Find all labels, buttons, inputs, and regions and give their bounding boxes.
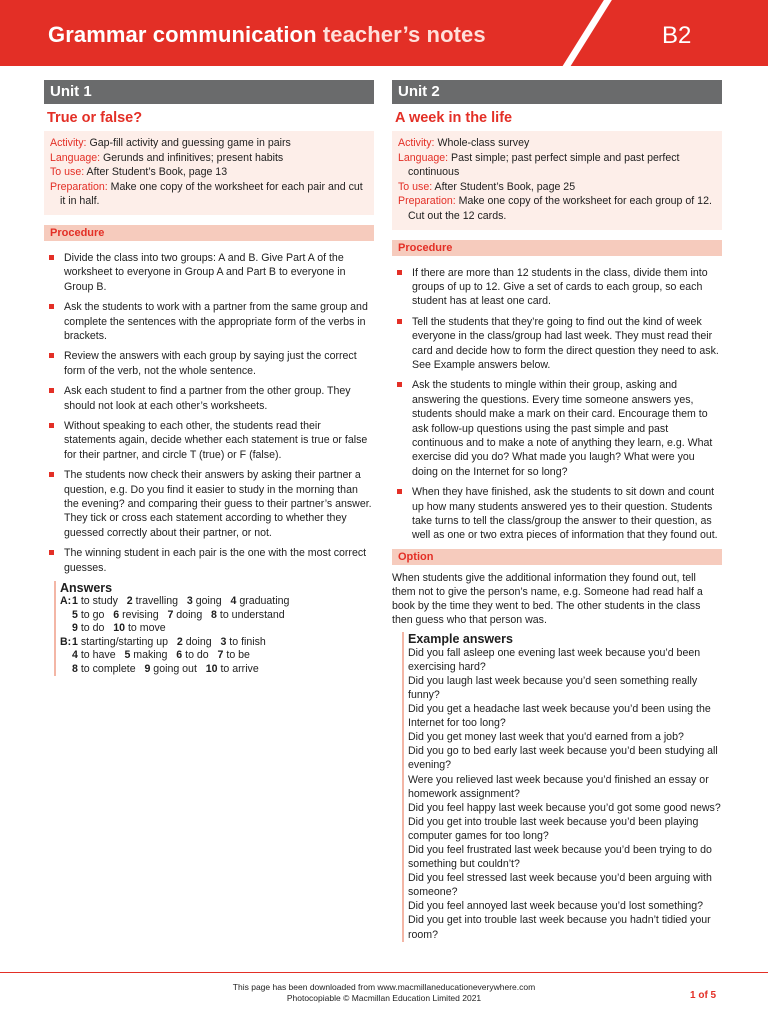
info-value: Make one copy of the worksheet for each group of 12. Cut out the 12 cards.	[408, 195, 712, 222]
answer-text: graduating	[236, 595, 299, 608]
answer-number: 4	[72, 649, 78, 662]
answer-number: 9	[144, 662, 151, 675]
bullet-square-icon	[397, 382, 402, 387]
example-answer: Did you feel frustrated last week because you’d been trying to do something but couldn’t?	[408, 844, 712, 871]
info-key: Language:	[398, 151, 449, 164]
info-key: To use:	[398, 180, 433, 193]
answer-text: to have	[77, 649, 125, 662]
page-number: 1 of 5	[690, 990, 717, 1001]
bullet-text: Ask the students to mingle within their group, asking and answering the questions. Every time someone answers yes, students should make a mark on their card. Encourage them to ask follow-up questions using the past simple and past continuous and to make a note of anything they learn, e.g. What exercise did you do? What made you laugh? What were you doing on the Internet for so long?	[412, 379, 713, 478]
info-value: After Student’s Book, page 13	[86, 166, 228, 179]
answer-text: to go	[77, 608, 114, 621]
example-answer: Did you get money last week that you'd earned from a job?	[408, 731, 684, 744]
unit2-info-language	[398, 151, 716, 180]
bullet-text: When they have finished, ask the students to sit down and count up how many students answered yes to their question. Students take turns to tell the class/group the answer to their question, as well as one or two extra pieces of information that they found out.	[412, 486, 718, 542]
page-header	[0, 0, 768, 78]
answer-text: making	[130, 649, 177, 662]
answers-body	[60, 595, 374, 676]
bullet-square-icon	[49, 472, 54, 477]
footer-download-note: This page has been downloaded from www.macmillaneducationeverywhere.com	[232, 982, 536, 992]
bullet-square-icon	[49, 255, 54, 260]
answer-text: to study	[77, 595, 127, 608]
answer-number: 6	[113, 608, 120, 621]
answer-number: 3	[220, 635, 227, 648]
answer-line	[60, 622, 374, 636]
answer-set-label: B:	[60, 635, 72, 648]
unit1-answers	[54, 581, 374, 676]
answer-number: 8	[211, 608, 217, 621]
example-answer: Did you feel stressed last week because you’d been arguing with someone?	[408, 872, 712, 899]
bullet-text: Tell the students that they’re going to find out the kind of week everyone in the class/group had last week. They must read their card and decide how to form the direct question they need to ask. See Example answers below.	[412, 315, 719, 371]
answer-number: 10	[113, 622, 126, 635]
info-key: Activity:	[398, 137, 435, 149]
answer-text: to do	[182, 649, 218, 662]
answer-number: 5	[124, 649, 131, 662]
answer-text: to be	[223, 649, 259, 662]
answer-line	[60, 595, 374, 609]
example-answer: Did you fall asleep one evening last week because you’d been exercising hard?	[408, 646, 701, 673]
page-title-main: Grammar communication	[48, 22, 323, 47]
unit2-info-box	[392, 131, 722, 230]
list-item	[392, 378, 722, 479]
list-item	[44, 419, 374, 462]
example-answer: Did you go to bed early last week because you’d been studying all evening?	[408, 745, 718, 772]
info-key: Activity:	[50, 137, 87, 149]
answer-text: doing	[182, 635, 221, 648]
example-answer: Did you feel happy last week because you’d got some good news?	[408, 801, 721, 814]
answer-number: 8	[72, 662, 78, 675]
answer-text: to finish	[226, 635, 275, 648]
info-value: Past simple; past perfect simple and past perfect continuous	[408, 151, 680, 179]
bullet-square-icon	[397, 489, 402, 494]
bullet-text: Ask the students to work with a partner from the same group and complete the sentences with the appropriate form of the verbs in brackets.	[64, 301, 368, 342]
answer-number: 4	[230, 595, 237, 608]
bullet-square-icon	[49, 423, 54, 428]
answer-number: 2	[176, 635, 183, 648]
info-value: Gerunds and infinitives; present habits	[103, 151, 284, 164]
list-item	[44, 349, 374, 378]
unit2-label: Unit 2	[392, 80, 722, 104]
answer-number: 5	[72, 608, 78, 621]
bullet-square-icon	[49, 550, 54, 555]
page-title	[48, 22, 486, 48]
footer-copyright: Photocopiable © Macmillan Education Limited 2021	[286, 993, 482, 1003]
list-item	[44, 546, 374, 575]
footer	[0, 982, 768, 1004]
bullet-text: Ask each student to find a partner from the other group. They should not look at each other’s worksheets.	[64, 385, 351, 412]
answer-set-label: A:	[60, 595, 72, 608]
answer-text: going out	[150, 662, 206, 675]
example-answer: Did you get a headache last week because you’d been using the Internet for too long?	[408, 703, 711, 730]
unit2-procedure-list	[392, 266, 722, 543]
answer-number: 7	[217, 649, 224, 662]
unit1-label: Unit 1	[44, 80, 374, 104]
answer-number: 7	[167, 608, 174, 621]
answer-line	[60, 609, 374, 623]
answer-number: 1	[72, 595, 78, 608]
unit1-column	[44, 80, 374, 676]
example-answer: Did you get into trouble last week because you hadn’t tidied your room?	[408, 914, 711, 941]
list-item	[44, 468, 374, 540]
answer-line	[60, 636, 374, 650]
unit2-title: A week in the life	[395, 110, 513, 126]
example-answer: Did you laugh last week because you’d seen something really funny?	[408, 674, 698, 701]
info-value: Whole-class survey	[437, 137, 530, 149]
answer-number: 6	[176, 649, 183, 662]
bullet-text: If there are more than 12 students in the class, divide them into groups of up to 12. Give a set of cards to each group, so each student has at least one card.	[412, 266, 708, 308]
answer-text: to move	[125, 622, 175, 635]
unit2-option-text: When students give the additional information they found out, tell them not to give the person’s name, e.g. Someone had read half a book by the time they went to bed. The other students in the class then guess who that person was.	[392, 571, 703, 627]
unit2-info-preparation	[398, 194, 716, 223]
unit1-info-language	[50, 151, 368, 166]
list-item	[392, 315, 722, 373]
answer-text: to arrive	[217, 662, 268, 675]
info-key: Language:	[50, 151, 101, 164]
list-item	[44, 384, 374, 413]
unit1-info-preparation	[50, 180, 368, 209]
info-value: Gap-fill activity and guessing game in pairs	[89, 137, 291, 149]
unit1-title: True or false?	[47, 110, 143, 126]
unit1-info-touse	[50, 165, 368, 180]
unit2-info-activity	[398, 136, 716, 151]
answer-text: to understand	[216, 608, 294, 621]
unit2-example-answers	[402, 632, 722, 942]
answer-text: travelling	[132, 595, 187, 608]
info-key: To use:	[50, 166, 85, 179]
answer-line	[60, 649, 374, 663]
bullet-text: Without speaking to each other, the students read their statements again, decide whether each statement is true or false for their partner, and circle T (true) or F (false).	[64, 420, 368, 461]
level-badge: B2	[662, 22, 692, 49]
bullet-text: The winning student in each pair is the one with the most correct guesses.	[64, 547, 367, 574]
answer-number: 3	[186, 595, 193, 608]
answer-line	[60, 663, 374, 677]
answer-number: 2	[126, 595, 133, 608]
unit2-procedure-heading: Procedure	[392, 240, 722, 256]
bullet-text: The students now check their answers by asking their partner a question, e.g. Do you find it easier to study in the morning than the evening? and comparing their guess to their partner’s answer. They tick or cross each statement according to whether they guessed correctly about their partner, or not.	[64, 469, 372, 539]
unit2-column	[392, 80, 722, 942]
unit2-option-heading: Option	[392, 549, 722, 565]
bullet-square-icon	[49, 388, 54, 393]
unit1-info-activity	[50, 136, 368, 151]
unit2-info-touse	[398, 180, 716, 195]
list-item	[392, 266, 722, 309]
info-value: Make one copy of the worksheet for each pair and cut it in half.	[60, 180, 363, 208]
example-answer: Were you relieved last week because you’d finished an essay or homework assignment?	[408, 773, 709, 800]
answer-text: revising	[119, 608, 168, 621]
answer-text: going	[192, 595, 231, 608]
bullet-square-icon	[397, 270, 402, 275]
bullet-text: Review the answers with each group by saying just the correct form of the verb, not the whole sentence.	[64, 350, 357, 377]
unit1-procedure-heading: Procedure	[44, 225, 374, 241]
bullet-square-icon	[397, 319, 402, 324]
page-title-accent: teacher’s notes	[322, 22, 486, 47]
bullet-square-icon	[49, 353, 54, 358]
bullet-text: Divide the class into two groups: A and B. Give Part A of the worksheet to everyone in Group A and Part B to everyone in Group B.	[64, 251, 346, 293]
bullet-square-icon	[49, 304, 54, 309]
list-item	[44, 300, 374, 343]
unit1-procedure-list	[44, 251, 374, 575]
info-key: Preparation:	[50, 180, 108, 193]
answer-number: 9	[72, 622, 78, 635]
answers-title: Answers	[60, 581, 113, 596]
example-answer: Did you feel annoyed last week because you’d lost something?	[408, 900, 704, 913]
example-answers-title: Example answers	[408, 631, 513, 646]
answer-text: to complete	[77, 662, 145, 675]
answer-text: to do	[77, 622, 114, 635]
answer-number: 1	[72, 635, 78, 648]
unit1-info-box	[44, 131, 374, 215]
list-item	[44, 251, 374, 294]
info-value: After Student’s Book, page 25	[434, 180, 576, 193]
list-item	[392, 485, 722, 543]
answer-number: 10	[205, 662, 218, 675]
example-answer: Did you get into trouble last week because you’d been playing computer games for too long?	[408, 815, 699, 842]
footer-divider	[0, 972, 768, 973]
answer-text: doing	[173, 608, 212, 621]
answer-text: starting/starting up	[77, 635, 177, 648]
info-key: Preparation:	[398, 195, 456, 208]
